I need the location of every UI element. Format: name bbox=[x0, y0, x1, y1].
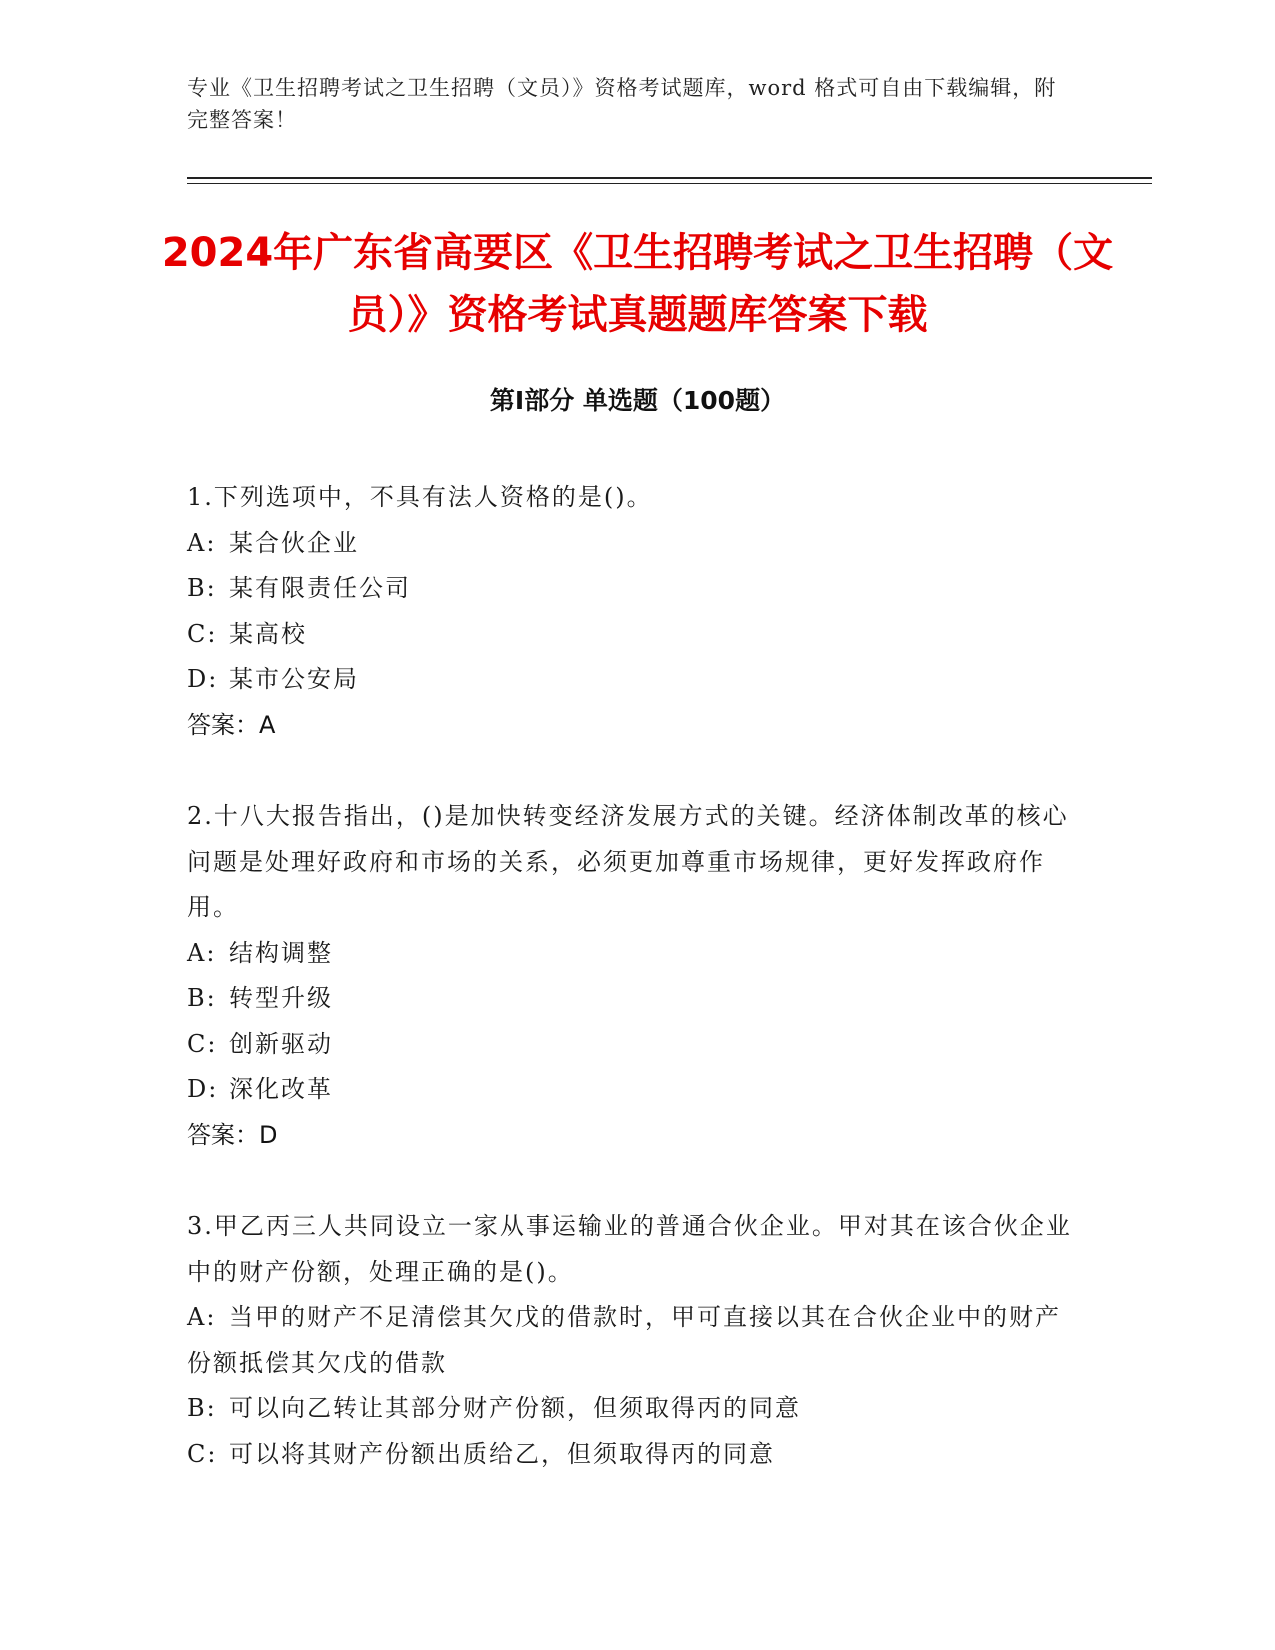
option-a bbox=[187, 1295, 1077, 1386]
option-text: 某合伙企业 bbox=[229, 528, 359, 557]
option-text: 某高校 bbox=[229, 619, 307, 648]
document-title: 2024年广东省高要区《卫生招聘考试之卫生招聘（文员）》资格考试真题题库答案下载 bbox=[161, 230, 1114, 338]
option-d bbox=[187, 1067, 1077, 1113]
option-c bbox=[187, 1022, 1077, 1068]
question-3 bbox=[187, 1204, 1077, 1477]
header-note: 专业《卫生招聘考试之卫生招聘（文员）》资格考试题库，word 格式可自由下载编辑，附完整答案！ bbox=[187, 76, 1057, 132]
option-text: 转型升级 bbox=[229, 984, 333, 1012]
answer-text: 答案：D bbox=[187, 1120, 278, 1149]
option-letter: B: bbox=[187, 984, 217, 1012]
option-text: 可以向乙转让其部分财产份额，但须取得丙的同意 bbox=[229, 1394, 801, 1422]
option-letter: C: bbox=[187, 1439, 218, 1468]
option-letter: A: bbox=[187, 938, 217, 967]
section-title: 第Ⅰ部分 单选题（100题） bbox=[489, 386, 786, 415]
question-stem: 3.甲乙丙三人共同设立一家从事运输业的普通合伙企业。甲对其在该合伙企业中的财产份额，处理正确的是()。 bbox=[187, 1212, 1072, 1286]
option-text: 当甲的财产不足清偿其欠戊的借款时，甲可直接以其在合伙企业中的财产份额抵偿其欠戊的借款 bbox=[187, 1303, 1061, 1377]
option-a bbox=[187, 521, 1077, 567]
option-letter: C: bbox=[187, 619, 218, 648]
header-rule-thin bbox=[187, 183, 1152, 184]
option-letter: A: bbox=[187, 528, 217, 557]
option-text: 某市公安局 bbox=[229, 665, 359, 693]
option-text: 可以将其财产份额出质给乙，但须取得丙的同意 bbox=[229, 1439, 775, 1468]
question-stem: 1.下列选项中，不具有法人资格的是()。 bbox=[187, 483, 653, 511]
option-text: 创新驱动 bbox=[229, 1029, 333, 1058]
question-1 bbox=[187, 475, 1077, 748]
option-c bbox=[187, 612, 1077, 658]
option-text: 结构调整 bbox=[229, 938, 333, 967]
option-letter: C: bbox=[187, 1029, 218, 1058]
answer-text: 答案：A bbox=[187, 710, 276, 739]
option-a bbox=[187, 931, 1077, 977]
option-letter: D: bbox=[187, 665, 219, 693]
option-b bbox=[187, 976, 1077, 1022]
option-letter: D: bbox=[187, 1075, 219, 1103]
option-letter: B: bbox=[187, 1394, 217, 1422]
option-b bbox=[187, 566, 1077, 612]
option-d bbox=[187, 657, 1077, 703]
option-c bbox=[187, 1432, 1077, 1478]
option-letter: B: bbox=[187, 574, 217, 602]
option-text: 某有限责任公司 bbox=[229, 574, 411, 602]
option-text: 深化改革 bbox=[229, 1075, 333, 1103]
option-b bbox=[187, 1386, 1077, 1432]
header-rule-thick bbox=[187, 177, 1152, 179]
question-stem: 2.十八大报告指出，()是加快转变经济发展方式的关键。经济体制改革的核心问题是处理好政府和市场的关系，必须更加尊重市场规律，更好发挥政府作用。 bbox=[187, 802, 1069, 921]
option-letter: A: bbox=[187, 1303, 217, 1331]
question-list bbox=[187, 475, 1077, 1523]
question-2 bbox=[187, 794, 1077, 1158]
